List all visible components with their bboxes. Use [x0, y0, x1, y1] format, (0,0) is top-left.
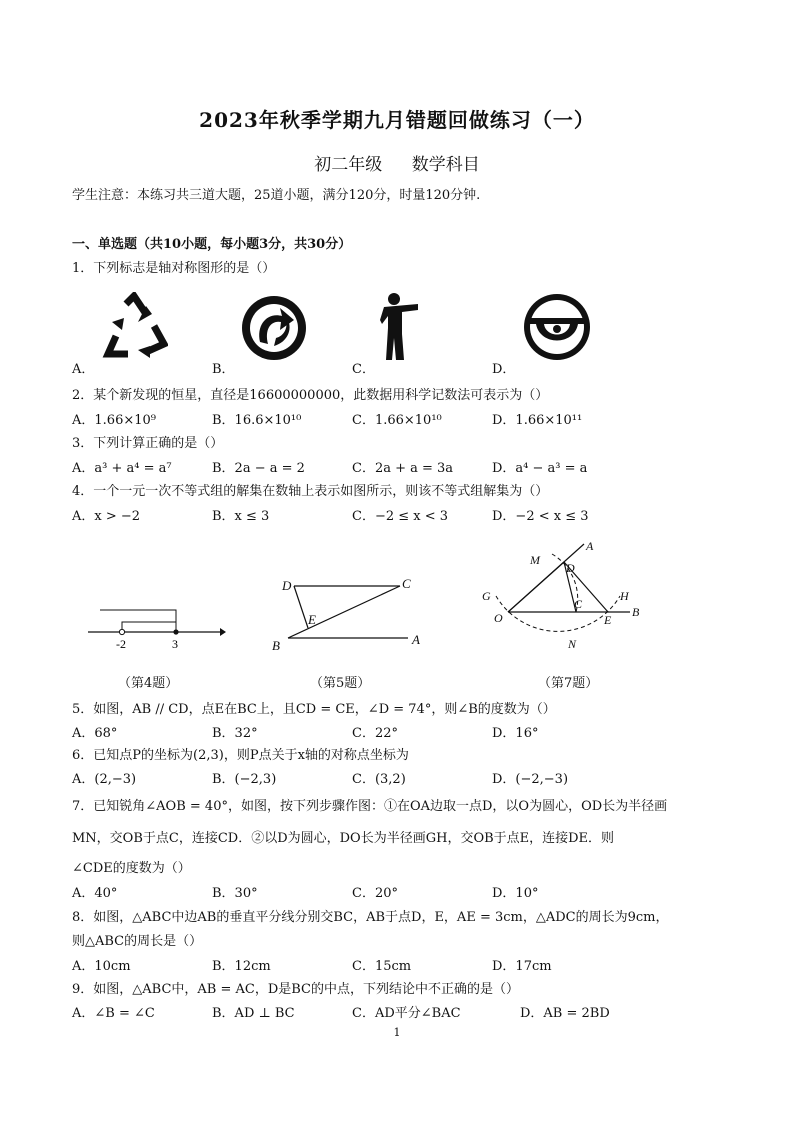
q2-stem: 2．某个新发现的恒星，直径是16600000000，此数据用科学记数法可表示为（）	[72, 388, 549, 403]
q2-option-a[interactable]: A．1.66×10⁹	[72, 413, 156, 428]
q9-option-a[interactable]: A．∠B = ∠C	[72, 1006, 155, 1021]
fig7-label-D: D	[566, 561, 575, 575]
q8-stem-line2: 则△ABC的周长是（）	[72, 934, 203, 949]
q8-option-b[interactable]: B．12cm	[212, 959, 271, 974]
q4-option-b[interactable]: B．x ≤ 3	[212, 509, 270, 524]
figure-7-caption: （第7题）	[538, 676, 599, 691]
q1-stem: 1．下列标志是轴对称图形的是（）	[72, 261, 276, 276]
figure-4-caption: （第4题）	[118, 676, 179, 691]
fig7-label-E: E	[604, 613, 612, 627]
fig7-label-C: C	[574, 597, 583, 611]
q6-option-a[interactable]: A．(2,−3)	[72, 772, 137, 787]
section-heading: 一、单选题（共10小题，每小题3分，共30分）	[72, 237, 352, 252]
q3-option-b[interactable]: B．2a − a = 2	[212, 461, 305, 476]
q1-option-b[interactable]: B．	[212, 362, 235, 377]
q3-stem: 3．下列计算正确的是（）	[72, 436, 224, 451]
page-title: 2023年秋季学期九月错题回做练习（一）	[199, 108, 595, 132]
q3-option-d[interactable]: D．a⁴ − a³ = a	[492, 461, 588, 476]
green-dot-icon	[240, 294, 308, 362]
q7-option-d[interactable]: D．10°	[492, 886, 539, 901]
figure-5-diagram	[268, 572, 428, 656]
q8-option-d[interactable]: D．17cm	[492, 959, 552, 974]
q9-option-b[interactable]: B．AD ⊥ BC	[212, 1006, 295, 1021]
q4-option-d[interactable]: D．−2 < x ≤ 3	[492, 509, 589, 524]
figure-4-number-line	[86, 600, 226, 650]
q9-option-d[interactable]: D．AB = 2BD	[520, 1006, 610, 1021]
q4-stem: 4．一个一元一次不等式组的解集在数轴上表示如图所示，则该不等式组解集为（）	[72, 484, 549, 499]
fig7-label-M: M	[530, 553, 540, 567]
q5-option-d[interactable]: D．16°	[492, 726, 539, 741]
fig4-label-3: 3	[172, 637, 178, 650]
figure-7-diagram	[480, 538, 650, 654]
q5-stem: 5．如图，AB // CD，点E在BC上，且CD = CE，∠D = 74°，则∠B的度数为（）	[72, 702, 556, 717]
q7-option-c[interactable]: C．20°	[352, 886, 398, 901]
fig7-label-G: G	[482, 589, 491, 603]
q4-option-a[interactable]: A．x > −2	[72, 509, 141, 524]
fig5-label-C: C	[402, 576, 411, 591]
figure-5-caption: （第5题）	[310, 676, 371, 691]
fig7-label-O: O	[494, 611, 503, 625]
q8-stem-line1: 8．如图，△ABC中边AB的垂直平分线分别交BC，AB于点D，E，AE = 3cm，△ADC的周长为9cm，	[72, 910, 669, 925]
recycle-icon	[100, 292, 168, 360]
page-number: 1	[393, 1026, 401, 1039]
q5-option-a[interactable]: A．68°	[72, 726, 118, 741]
student-notice: 学生注意：本练习共三道大题，25道小题，满分120分，时量120分钟.	[72, 188, 481, 203]
person-pictogram-icon	[380, 292, 420, 362]
fig7-label-B: B	[632, 605, 640, 619]
q6-option-d[interactable]: D．(−2,−3)	[492, 772, 569, 787]
q6-option-b[interactable]: B．(−2,3)	[212, 772, 277, 787]
q5-option-b[interactable]: B．32°	[212, 726, 258, 741]
fig5-label-A: A	[412, 632, 420, 647]
q1-option-d[interactable]: D．	[492, 362, 516, 377]
subject-label: 数学科目	[411, 155, 480, 175]
q3-option-a[interactable]: A．a³ + a⁴ = a⁷	[72, 461, 172, 476]
fig7-label-H: H	[620, 589, 629, 603]
subtitle	[0, 150, 794, 175]
grade-label: 初二年级	[314, 155, 383, 175]
q9-stem: 9．如图，△ABC中，AB = AC，D是BC的中点，下列结论中不正确的是（）	[72, 982, 519, 997]
fig7-label-A: A	[586, 539, 594, 553]
q7-stem-line2: MN，交OB于点C，连接CD．②以D为圆心，DO长为半径画GH，交OB于点E，连接DE．则	[72, 831, 615, 846]
fig7-label-N: N	[568, 637, 577, 651]
q1-option-a[interactable]: A．	[72, 362, 95, 377]
fig5-label-B: B	[272, 638, 280, 653]
q6-option-c[interactable]: C．(3,2)	[352, 772, 406, 787]
q7-stem-line1: 7．已知锐角∠AOB = 40°，如图，按下列步骤作图：①在OA边取一点D，以O为圆心，OD长为半径画	[72, 799, 668, 814]
q4-option-c[interactable]: C．−2 ≤ x < 3	[352, 509, 449, 524]
fig5-label-E: E	[308, 612, 316, 627]
q8-option-c[interactable]: C．15cm	[352, 959, 412, 974]
q5-option-c[interactable]: C．22°	[352, 726, 398, 741]
q2-option-b[interactable]: B．16.6×10¹⁰	[212, 413, 302, 428]
q9-option-c[interactable]: C．AD平分∠BAC	[352, 1006, 461, 1021]
q1-option-c[interactable]: C．	[352, 362, 375, 377]
q3-option-c[interactable]: C．2a + a = 3a	[352, 461, 454, 476]
q7-option-b[interactable]: B．30°	[212, 886, 258, 901]
q8-option-a[interactable]: A．10cm	[72, 959, 131, 974]
fig4-label-minus2: -2	[116, 637, 126, 650]
q2-option-c[interactable]: C．1.66×10¹⁰	[352, 413, 442, 428]
q6-stem: 6．已知点P的坐标为(2,3)，则P点关于x轴的对称点坐标为	[72, 748, 409, 763]
certification-mark-icon	[522, 292, 592, 362]
fig5-label-D: D	[282, 578, 292, 593]
q7-option-a[interactable]: A．40°	[72, 886, 118, 901]
q7-stem-line3: ∠CDE的度数为（）	[72, 861, 191, 876]
q2-option-d[interactable]: D．1.66×10¹¹	[492, 413, 583, 428]
